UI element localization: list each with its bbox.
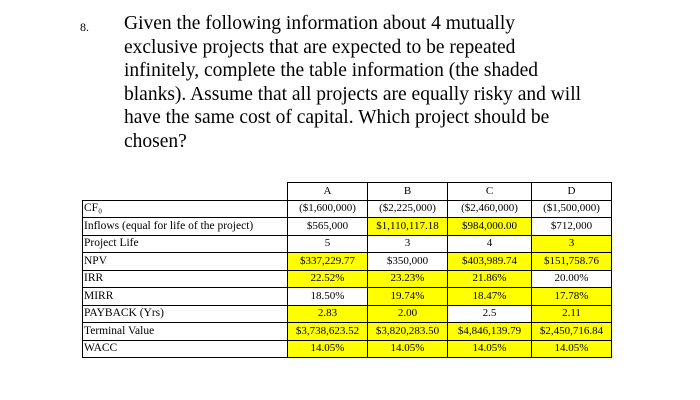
table-cell: 23.23% xyxy=(368,270,448,288)
table-row xyxy=(83,270,612,288)
row-label: WACC xyxy=(83,340,288,358)
table-row xyxy=(83,253,612,271)
table-cell: ($2,460,000) xyxy=(448,200,532,218)
table-row xyxy=(83,288,612,306)
table-cell: $2,450,716.84 xyxy=(532,323,612,341)
header-project-b: B xyxy=(368,183,448,201)
row-label: Project Life xyxy=(83,235,288,253)
question-line: exclusive projects that are expected to be repeated xyxy=(124,36,516,58)
header-project-c: C xyxy=(448,183,532,201)
row-label: Inflows (equal for life of the project) xyxy=(83,218,288,236)
table-cell: $3,820,283.50 xyxy=(368,323,448,341)
table-cell: $712,000 xyxy=(532,218,612,236)
table-cell: $4,846,139.79 xyxy=(448,323,532,341)
table-cell: 19.74% xyxy=(368,288,448,306)
table-cell: 2.11 xyxy=(532,305,612,323)
table-row xyxy=(83,305,612,323)
table-cell: 22.52% xyxy=(288,270,368,288)
question-line: infinitely, complete the table information (the shaded xyxy=(124,60,539,81)
row-label: PAYBACK (Yrs) xyxy=(83,305,288,323)
table-cell: $151,758.76 xyxy=(532,253,612,271)
project-table xyxy=(82,182,612,358)
table-header-row xyxy=(83,183,612,201)
table-cell: 14.05% xyxy=(288,340,368,358)
question-text xyxy=(124,12,644,153)
row-label: Terminal Value xyxy=(83,323,288,341)
row-label: NPV xyxy=(83,253,288,271)
table-row xyxy=(83,235,612,253)
table-cell: 18.47% xyxy=(448,288,532,306)
table-cell: 3 xyxy=(532,235,612,253)
question-line: have the same cost of capital. Which project should be xyxy=(124,107,550,128)
table-cell: $1,110,117.18 xyxy=(368,218,448,236)
header-project-a: A xyxy=(288,183,368,201)
table-cell: $350,000 xyxy=(368,253,448,271)
table-row xyxy=(83,323,612,341)
question-line: Given the following information about 4 mutually xyxy=(124,13,516,34)
table-body xyxy=(83,200,612,358)
table-cell: $337,229.77 xyxy=(288,253,368,271)
table-cell: 14.05% xyxy=(532,340,612,358)
header-project-d: D xyxy=(532,183,612,201)
table-cell: 2.5 xyxy=(448,305,532,323)
table-cell: $565,000 xyxy=(288,218,368,236)
table-cell: $3,738,623.52 xyxy=(288,323,368,341)
table-cell: 4 xyxy=(448,235,532,253)
table-cell: ($1,600,000) xyxy=(288,200,368,218)
question-number: 8. xyxy=(80,20,89,34)
row-label: CF₀ xyxy=(83,200,288,218)
table-cell: $403,989.74 xyxy=(448,253,532,271)
table-cell: 21.86% xyxy=(448,270,532,288)
table-cell: $984,000.00 xyxy=(448,218,532,236)
row-label: IRR xyxy=(83,270,288,288)
row-label: MIRR xyxy=(83,288,288,306)
table-row xyxy=(83,340,612,358)
table-row xyxy=(83,218,612,236)
header-blank-cell xyxy=(83,183,288,201)
table-cell: 5 xyxy=(288,235,368,253)
table-cell: 14.05% xyxy=(448,340,532,358)
table-cell: 14.05% xyxy=(368,340,448,358)
table-cell: ($2,225,000) xyxy=(368,200,448,218)
table-cell: 17.78% xyxy=(532,288,612,306)
table-cell: 18.50% xyxy=(288,288,368,306)
table-cell: 20.00% xyxy=(532,270,612,288)
question-line: chosen? xyxy=(124,130,187,152)
table-cell: 3 xyxy=(368,235,448,253)
question-line: blanks). Assume that all projects are equally risky and will xyxy=(124,83,582,105)
table-row xyxy=(83,200,612,218)
table-cell: ($1,500,000) xyxy=(532,200,612,218)
table-cell: 2.83 xyxy=(288,305,368,323)
table-cell: 2.00 xyxy=(368,305,448,323)
